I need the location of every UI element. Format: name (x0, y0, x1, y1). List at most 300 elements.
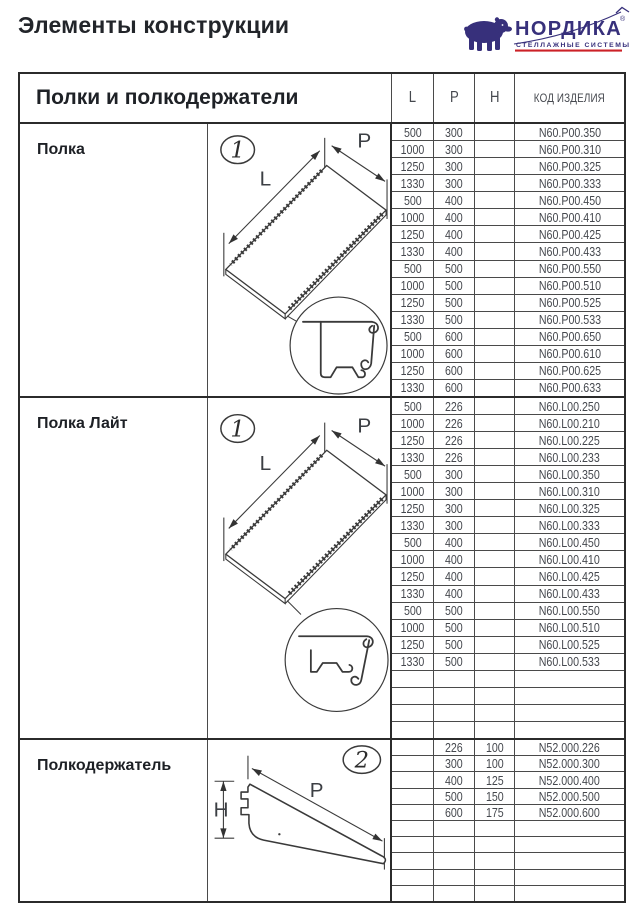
registered-mark: ® (620, 16, 626, 23)
cell-value: 1000 (400, 620, 425, 636)
page-title: Элементы конструкции (18, 12, 290, 38)
cell-h (475, 346, 515, 362)
cell-h (475, 772, 515, 787)
cell-value: 300 (445, 158, 463, 174)
cell-value: N52.000.600 (538, 804, 601, 820)
table-row (392, 688, 624, 705)
cell-h (475, 124, 515, 140)
cell-l (392, 483, 434, 499)
cell-l (392, 637, 434, 653)
cell-l (392, 886, 434, 901)
cell-value: N60.L00.333 (538, 517, 601, 533)
cell-code (515, 789, 624, 804)
cell-value: 500 (445, 788, 463, 804)
cell-code (515, 805, 624, 820)
cell-l (392, 124, 434, 140)
cell-l (392, 346, 434, 362)
table-row (392, 637, 624, 654)
cell-value: N60.L00.350 (538, 466, 601, 482)
cell-value: 1000 (400, 209, 425, 225)
cell-h (475, 886, 515, 901)
cell-value: N52.000.400 (538, 772, 601, 788)
cell-p (434, 500, 475, 516)
cell-l (392, 192, 434, 208)
cell-value: N60.P00.610 (538, 346, 601, 362)
brand-subtitle: СТЕЛЛАЖНЫЕ СИСТЕМЫ (516, 42, 631, 49)
section-label: Полка Лайт (20, 398, 208, 738)
cell-code (515, 722, 624, 738)
cell-code (515, 654, 624, 670)
section-shelf (20, 124, 624, 396)
cell-l (392, 853, 434, 868)
cell-code (515, 141, 624, 157)
section-shelf-bracket (20, 738, 624, 901)
cell-h (475, 466, 515, 482)
cell-value: 600 (445, 329, 463, 345)
cell-value: 1330 (400, 312, 425, 328)
cell-code (515, 363, 624, 379)
table-row (392, 837, 624, 853)
cell-code (515, 312, 624, 328)
cell-code (515, 175, 624, 191)
cell-h (475, 870, 515, 885)
table-row (392, 870, 624, 886)
table-title-text: Полки и полкодержатели (36, 86, 299, 109)
section-rows (392, 740, 624, 901)
cell-value: 500 (403, 603, 422, 619)
cell-value: 500 (445, 278, 463, 294)
cell-code (515, 603, 624, 619)
cell-value: 300 (445, 175, 463, 191)
polar-bear-icon (464, 17, 512, 51)
cell-value: 500 (403, 329, 422, 345)
cell-value: 300 (445, 500, 463, 516)
table-row (392, 534, 624, 551)
cell-h (475, 226, 515, 242)
cell-p (434, 705, 475, 721)
cell-l (392, 837, 434, 852)
cell-l (392, 261, 434, 277)
table-row (392, 329, 624, 346)
arrowhead (375, 458, 387, 469)
cell-p (434, 175, 475, 191)
cell-value: 1000 (400, 278, 425, 294)
cell-l (392, 688, 434, 704)
cell-p (434, 603, 475, 619)
cell-code (515, 620, 624, 636)
table-row (392, 620, 624, 637)
table-row (392, 415, 624, 432)
cell-value: 400 (445, 551, 463, 567)
cell-l (392, 500, 434, 516)
p-dimension-label: P (357, 414, 372, 438)
cell-l (392, 586, 434, 602)
cell-l (392, 158, 434, 174)
cell-h (475, 500, 515, 516)
cell-h (475, 192, 515, 208)
cell-value: N60.L00.233 (538, 449, 601, 465)
cell-code (515, 346, 624, 362)
table-row (392, 772, 624, 788)
cell-l (392, 312, 434, 328)
cell-value: N60.P00.650 (538, 329, 601, 345)
table-row (392, 805, 624, 821)
cell-l (392, 175, 434, 191)
cell-p (434, 688, 475, 704)
p-dimension-label: P (357, 129, 372, 153)
cell-value: 500 (445, 637, 463, 653)
cell-value: 226 (445, 740, 463, 756)
table-row (392, 789, 624, 805)
cell-value: 1250 (400, 568, 425, 584)
cell-code (515, 870, 624, 885)
cell-value: 150 (485, 788, 504, 804)
cell-l (392, 756, 434, 771)
cell-l (392, 398, 434, 414)
cell-p (434, 141, 475, 157)
cell-value: 400 (445, 192, 463, 208)
cell-p (434, 551, 475, 567)
cell-p (434, 192, 475, 208)
table-row (392, 295, 624, 312)
cell-value: N60.P00.510 (538, 278, 601, 294)
cell-code (515, 568, 624, 584)
cell-code (515, 705, 624, 721)
cell-h (475, 837, 515, 852)
cell-p (434, 415, 475, 431)
detail-circle (285, 609, 388, 712)
cell-l (392, 740, 434, 755)
cell-p (434, 380, 475, 396)
cell-h (475, 756, 515, 771)
l-dimension-label: L (259, 452, 272, 476)
cell-code (515, 226, 624, 242)
cell-value: N60.L00.250 (538, 398, 601, 414)
table-row (392, 175, 624, 192)
cell-value: 1330 (400, 654, 425, 670)
cell-value: 600 (445, 363, 463, 379)
cell-value: 300 (445, 517, 463, 533)
cell-h (475, 568, 515, 584)
cell-l (392, 870, 434, 885)
table-row (392, 312, 624, 329)
cell-h (475, 821, 515, 836)
section-label: Полка (20, 124, 208, 396)
cell-h (475, 141, 515, 157)
cell-l (392, 671, 434, 687)
shelf-drawing (208, 124, 390, 396)
cell-h (475, 654, 515, 670)
cell-value: 100 (485, 756, 504, 772)
arrowhead (250, 766, 262, 776)
cell-value: N60.L00.410 (538, 551, 601, 567)
cell-p (434, 740, 475, 755)
cell-p (434, 586, 475, 602)
cell-h (475, 278, 515, 294)
cell-l (392, 363, 434, 379)
column-header-code: КОД ИЗДЕЛИЯ (533, 91, 606, 105)
cell-value: 1330 (400, 380, 425, 396)
cell-value: 300 (445, 756, 463, 772)
table-row (392, 853, 624, 869)
cell-h (475, 158, 515, 174)
arrowhead (330, 428, 342, 439)
cell-l (392, 141, 434, 157)
shelf-light-drawing (208, 398, 390, 738)
brand-logo-graphic (458, 4, 632, 60)
table-header-row (20, 74, 624, 124)
cell-value: 500 (403, 466, 422, 482)
cell-h (475, 175, 515, 191)
cell-value: N60.P00.425 (538, 226, 601, 242)
column-header-p: P (434, 74, 475, 122)
cell-value: 1330 (400, 243, 425, 259)
cell-code (515, 551, 624, 567)
cell-value: 1250 (400, 500, 425, 516)
cell-value: N60.P00.633 (538, 380, 601, 396)
cell-h (475, 483, 515, 499)
cell-l (392, 654, 434, 670)
cell-value: 1250 (400, 226, 425, 242)
cell-p (434, 329, 475, 345)
cell-h (475, 603, 515, 619)
section-rows (392, 124, 624, 396)
cell-value: N60.L00.533 (538, 654, 601, 670)
cell-h (475, 449, 515, 465)
cell-h (475, 789, 515, 804)
p-dimension-label: P (309, 778, 324, 802)
cell-h (475, 586, 515, 602)
cell-value: N52.000.300 (538, 756, 601, 772)
cell-l (392, 329, 434, 345)
cell-l (392, 226, 434, 242)
l-dimension-label: L (259, 167, 272, 191)
cell-value: N60.P00.625 (538, 363, 601, 379)
cell-l (392, 603, 434, 619)
cell-code (515, 209, 624, 225)
table-row (392, 141, 624, 158)
cell-h (475, 432, 515, 448)
cell-h (475, 671, 515, 687)
cell-code (515, 886, 624, 901)
cell-l (392, 466, 434, 482)
cell-h (475, 620, 515, 636)
cell-value: N52.000.500 (538, 788, 601, 804)
cell-value: 175 (485, 804, 504, 820)
cell-p (434, 226, 475, 242)
cell-p (434, 432, 475, 448)
cell-value: 500 (403, 261, 422, 277)
cell-l (392, 209, 434, 225)
shelf-light-diagram (208, 398, 392, 738)
brand-name: НОРДИКА (515, 18, 623, 40)
cell-code (515, 483, 624, 499)
cell-code (515, 671, 624, 687)
cell-value: N60.L00.450 (538, 534, 601, 550)
cell-l (392, 821, 434, 836)
brand-logo (458, 4, 632, 60)
table-title (20, 74, 392, 122)
cell-code (515, 756, 624, 771)
cell-p (434, 346, 475, 362)
cell-l (392, 449, 434, 465)
table-row (392, 886, 624, 901)
cell-code (515, 398, 624, 414)
cell-value: N60.L00.433 (538, 586, 601, 602)
cell-p (434, 124, 475, 140)
bracket-diagram (208, 740, 392, 901)
cell-h (475, 209, 515, 225)
cell-p (434, 158, 475, 174)
cell-value: N60.P00.450 (538, 192, 601, 208)
cell-p (434, 837, 475, 852)
cell-code (515, 821, 624, 836)
cell-code (515, 517, 624, 533)
cell-value: 1250 (400, 158, 425, 174)
bracket-mark (278, 833, 280, 835)
cell-l (392, 772, 434, 787)
cell-p (434, 398, 475, 414)
cell-p (434, 209, 475, 225)
cell-value: 500 (403, 192, 422, 208)
table-row (392, 158, 624, 175)
cell-l (392, 722, 434, 738)
cell-p (434, 671, 475, 687)
table-row (392, 654, 624, 671)
badge-number: 1 (230, 416, 245, 443)
cell-value: 500 (445, 620, 463, 636)
table-row (392, 449, 624, 466)
cell-p (434, 568, 475, 584)
section-rows (392, 398, 624, 738)
cell-code (515, 278, 624, 294)
cell-l (392, 278, 434, 294)
cell-code (515, 466, 624, 482)
cell-value: 300 (445, 466, 463, 482)
cell-p (434, 278, 475, 294)
cell-h (475, 398, 515, 414)
cell-value: N60.L00.310 (538, 483, 601, 499)
cell-value: 226 (445, 398, 463, 414)
cell-code (515, 688, 624, 704)
cell-value: N60.P00.350 (538, 124, 601, 140)
brand-underline (515, 50, 622, 52)
cell-h (475, 740, 515, 755)
cell-value: N60.L00.325 (538, 500, 601, 516)
cell-value: N60.L00.425 (538, 568, 601, 584)
table-row (392, 192, 624, 209)
cell-l (392, 620, 434, 636)
cell-l (392, 517, 434, 533)
cell-value: 1330 (400, 586, 425, 602)
cell-value: 500 (403, 124, 422, 140)
table-row (392, 261, 624, 278)
bracket-drawing (208, 740, 390, 901)
cell-l (392, 534, 434, 550)
table-row (392, 483, 624, 500)
column-header-h: H (475, 74, 515, 122)
cell-value: 300 (445, 124, 463, 140)
cell-code (515, 740, 624, 755)
cell-value: 125 (485, 772, 504, 788)
cell-value: 226 (445, 432, 463, 448)
cell-value: N60.L00.510 (538, 620, 601, 636)
cell-code (515, 243, 624, 259)
table-row (392, 124, 624, 141)
column-header-l: L (392, 74, 434, 122)
cell-p (434, 620, 475, 636)
cell-value: 226 (445, 449, 463, 465)
cell-value: 500 (445, 654, 463, 670)
cell-p (434, 483, 475, 499)
cell-value: N60.P00.310 (538, 141, 601, 157)
cell-code (515, 380, 624, 396)
cell-p (434, 789, 475, 804)
cell-value: 600 (445, 346, 463, 362)
table-row (392, 363, 624, 380)
cell-code (515, 295, 624, 311)
cell-code (515, 853, 624, 868)
section-shelf-light (20, 396, 624, 738)
cell-value: 500 (445, 603, 463, 619)
cell-h (475, 363, 515, 379)
cell-h (475, 551, 515, 567)
cell-p (434, 312, 475, 328)
arrowhead (330, 143, 342, 154)
cell-h (475, 243, 515, 259)
table-row (392, 756, 624, 772)
cell-value: 400 (445, 534, 463, 550)
cell-value: 1250 (400, 363, 425, 379)
table-row (392, 432, 624, 449)
badge-number: 1 (230, 137, 245, 164)
table-row (392, 466, 624, 483)
table-row (392, 226, 624, 243)
cell-value: N60.L00.550 (538, 603, 601, 619)
table-row (392, 586, 624, 603)
cell-value: N60.P00.433 (538, 243, 601, 259)
cell-h (475, 637, 515, 653)
cell-code (515, 772, 624, 787)
cell-value: 400 (445, 209, 463, 225)
cell-h (475, 312, 515, 328)
cell-code (515, 586, 624, 602)
cell-h (475, 805, 515, 820)
cell-p (434, 517, 475, 533)
table-row (392, 209, 624, 226)
cell-value: 300 (445, 483, 463, 499)
table-row (392, 517, 624, 534)
table-row (392, 500, 624, 517)
cell-h (475, 722, 515, 738)
cell-value: 600 (445, 804, 463, 820)
cell-p (434, 870, 475, 885)
cell-value: N60.P00.410 (538, 209, 601, 225)
cell-value: 1250 (400, 432, 425, 448)
cell-p (434, 772, 475, 787)
cell-p (434, 363, 475, 379)
cell-l (392, 295, 434, 311)
cell-p (434, 534, 475, 550)
cell-h (475, 380, 515, 396)
table-row (392, 705, 624, 722)
table-row (392, 380, 624, 396)
cell-value: 400 (445, 568, 463, 584)
cell-h (475, 705, 515, 721)
cell-code (515, 261, 624, 277)
cell-value: 1330 (400, 175, 425, 191)
cell-value: 1330 (400, 517, 425, 533)
